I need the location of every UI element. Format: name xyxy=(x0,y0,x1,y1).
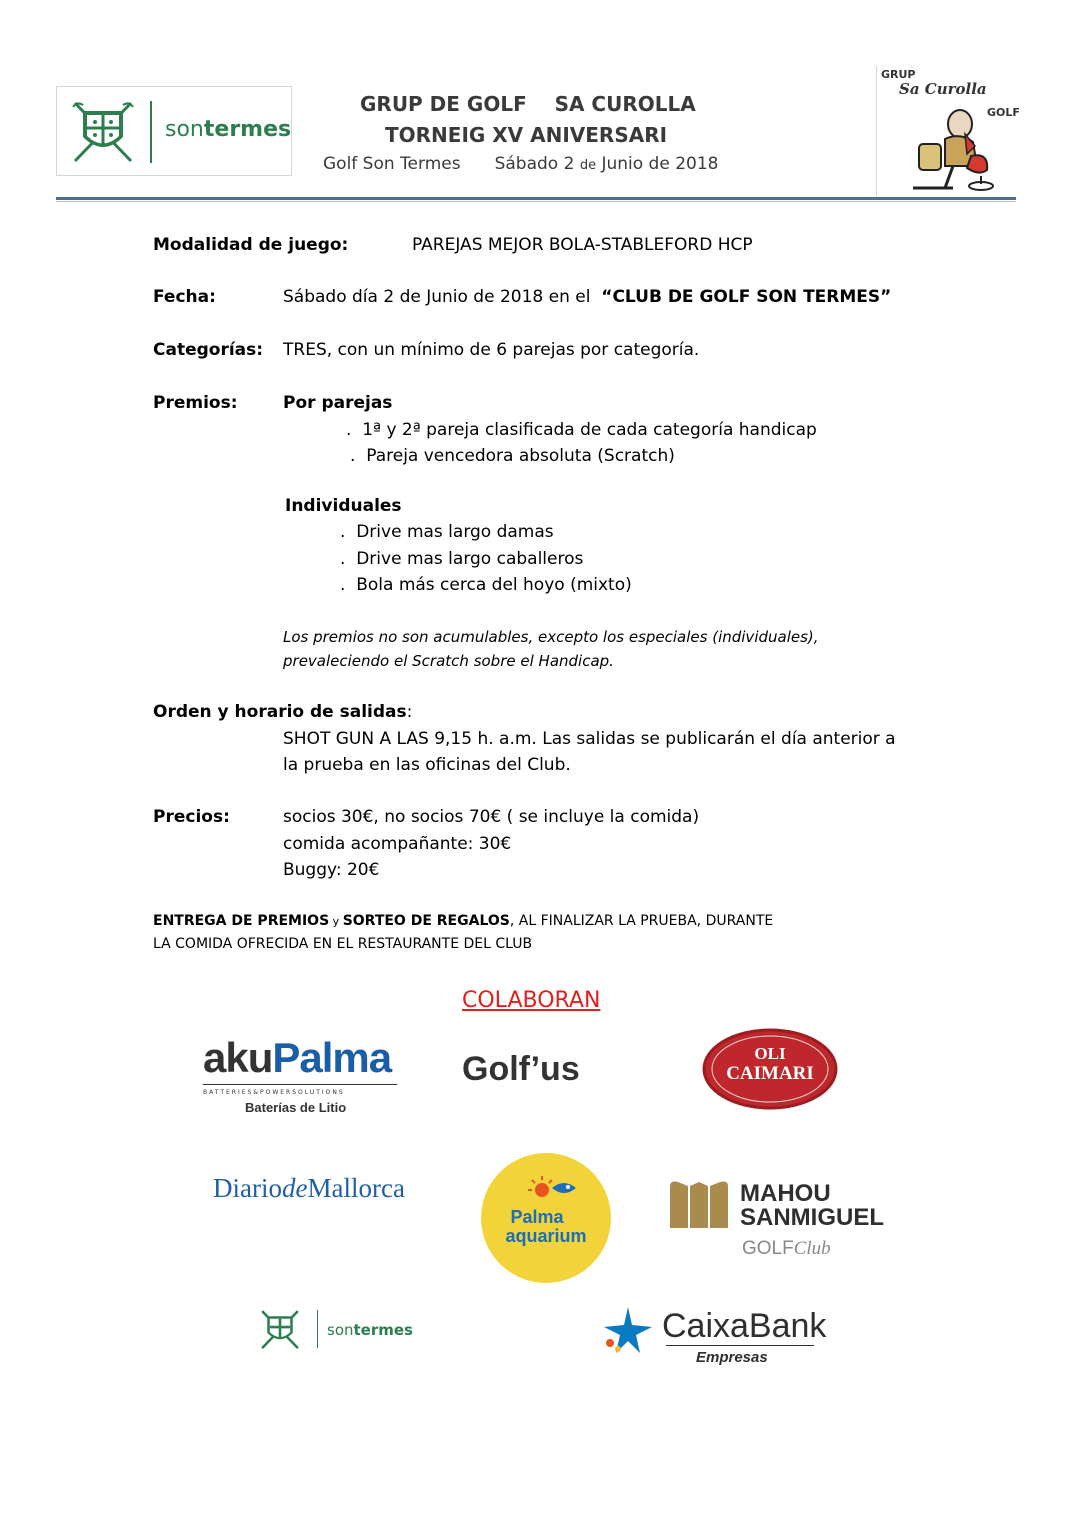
fecha-value: Sábado día 2 de Junio de 2018 en el “CLUB DE GOLF SON TERMES” xyxy=(283,287,892,307)
entrega-line-2: LA COMIDA OFRECIDA EN EL RESTAURANTE DEL CLUB xyxy=(153,936,533,952)
mahou-san-miguel-logo xyxy=(668,1176,884,1266)
header-rule xyxy=(56,197,1016,200)
caixabank-logo xyxy=(600,1305,827,1369)
golfus-logo: Golf’us xyxy=(462,1050,580,1088)
header-rule-thin xyxy=(56,201,1016,202)
golf-crest-icon xyxy=(67,95,139,167)
title-line-2: TORNEIG XV ANIVERSARI xyxy=(385,123,668,147)
akupalma-rule xyxy=(203,1084,397,1085)
oli-caimari-logo xyxy=(702,1028,838,1110)
caixabank-rule xyxy=(666,1345,814,1346)
individuales-heading: Individuales xyxy=(285,496,402,516)
list-item: Buggy: 20€ xyxy=(283,860,380,880)
caimari-text: CAIMARI xyxy=(726,1063,814,1084)
oli-text: OLI xyxy=(754,1044,786,1063)
precios-label: Precios: xyxy=(153,807,230,827)
categorias-label: Categorías: xyxy=(153,340,264,360)
categorias-value: TRES, con un mínimo de 6 parejas por categoría. xyxy=(283,340,700,360)
logo-curolla-text: Sa Curolla xyxy=(899,80,987,98)
logo-grup-text: GRUP xyxy=(881,68,916,81)
logo-divider xyxy=(150,101,152,163)
title-line-1: GRUP DE GOLF SA CUROLLA xyxy=(360,92,696,116)
logo-golf-text: GOLF xyxy=(987,106,1020,119)
golfer-cartoon-icon xyxy=(905,104,1005,194)
golf-crest-icon xyxy=(257,1306,303,1352)
orden-line-2: la prueba en las oficinas del Club. xyxy=(283,755,571,775)
akupalma-logo xyxy=(203,1034,403,1118)
sa-curolla-logo xyxy=(876,66,1020,196)
colaboran-heading: COLABORAN xyxy=(462,988,601,1013)
logo-divider xyxy=(317,1310,318,1348)
nota-line-1: Los premios no son acumulables, excepto los especiales (individuales), xyxy=(283,628,819,646)
list-item: comida acompañante: 30€ xyxy=(283,834,512,854)
list-item: . 1ª y 2ª pareja clasificada de cada categoría handicap xyxy=(346,420,817,440)
empresas-text: Empresas xyxy=(696,1349,768,1366)
orden-line-1: SHOT GUN A LAS 9,15 h. a.m. Las salidas se publicarán el día anterior a xyxy=(283,729,896,749)
por-parejas-heading: Por parejas xyxy=(283,393,393,413)
list-item: . Drive mas largo caballeros xyxy=(340,549,584,569)
mahou-text: MAHOU xyxy=(740,1180,831,1207)
palma-text: Palma xyxy=(510,1207,564,1227)
entrega-line-1: ENTREGA DE PREMIOS y SORTEO DE REGALOS, AL FINALIZAR LA PRUEBA, DURANTE xyxy=(153,913,774,929)
orden-label: Orden y horario de salidas: xyxy=(153,702,413,722)
subtitle: Golf Son Termes Sábado 2 de Junio de 2018 xyxy=(323,154,719,174)
akupalma-wordmark: akuPalma xyxy=(203,1034,392,1081)
list-item: socios 30€, no socios 70€ ( se incluye la comida) xyxy=(283,807,700,827)
logo-wordmark: sontermes xyxy=(165,117,292,142)
palma-aquarium-logo xyxy=(480,1152,612,1284)
modalidad-label: Modalidad de juego: xyxy=(153,235,349,255)
mahou-m-icon xyxy=(668,1180,730,1230)
modalidad-value: PAREJAS MEJOR BOLA-STABLEFORD HCP xyxy=(412,235,753,255)
fecha-label: Fecha: xyxy=(153,287,216,307)
list-item: . Bola más cerca del hoyo (mixto) xyxy=(340,575,632,595)
list-item: . Drive mas largo damas xyxy=(340,522,554,542)
caixabank-star-icon xyxy=(600,1305,656,1355)
golf-club-text: GOLFClub xyxy=(742,1238,831,1259)
akupalma-tagline: BATTERIES&POWERSOLUTIONS xyxy=(203,1089,345,1096)
sontermes-footer-logo xyxy=(257,1304,417,1356)
nota-line-2: prevaleciendo el Scratch sobre el Handicap. xyxy=(283,652,614,670)
list-item: . Pareja vencedora absoluta (Scratch) xyxy=(350,446,675,466)
akupalma-subtitle: Baterías de Litio xyxy=(245,1100,347,1115)
sontermes-logo xyxy=(56,86,292,176)
premios-label: Premios: xyxy=(153,393,238,413)
aquarium-text: aquarium xyxy=(505,1226,587,1246)
san-miguel-text: SANMIGUEL xyxy=(740,1204,884,1231)
caixabank-text: CaixaBank xyxy=(662,1307,827,1345)
diario-de-mallorca-logo: DiariodeMallorca xyxy=(213,1173,405,1203)
logo-wordmark: sontermes xyxy=(327,1321,413,1339)
